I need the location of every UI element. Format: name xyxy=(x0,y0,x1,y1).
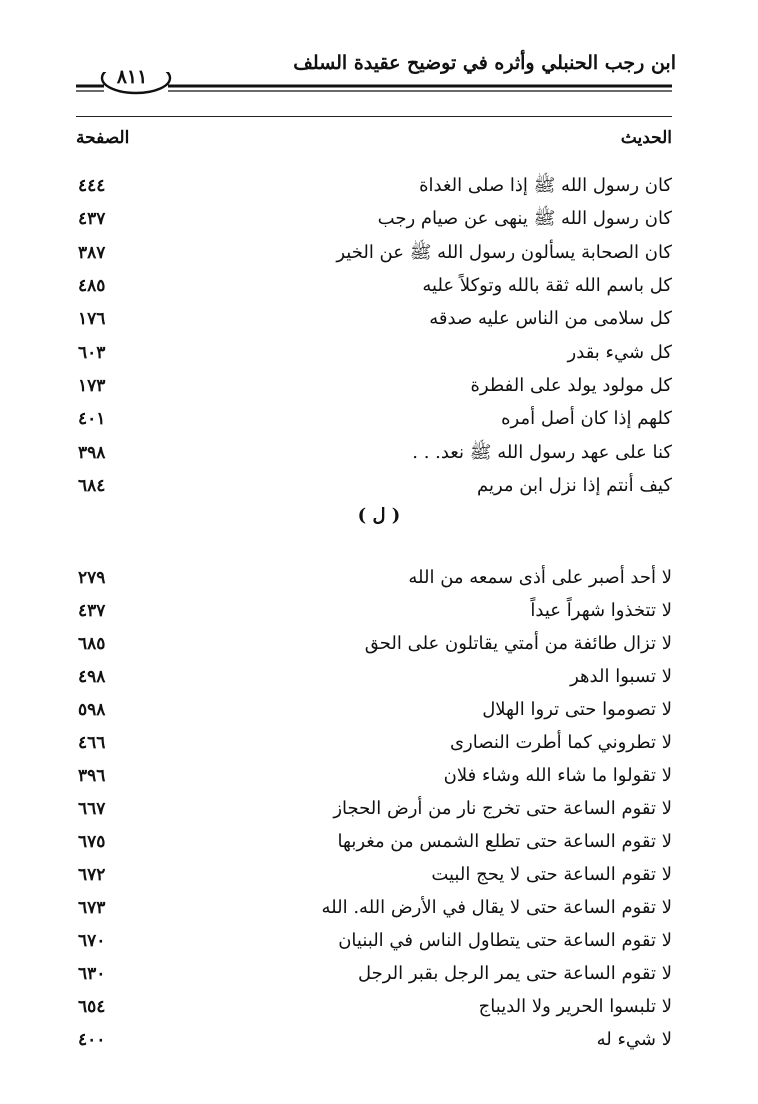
index-row xyxy=(76,694,672,726)
page-ref: ٦٧٠ xyxy=(78,931,106,951)
page-ref: ٣٩٨ xyxy=(78,443,106,463)
page-ref: ٣٩٦ xyxy=(78,766,106,786)
page-ref: ٦٧٢ xyxy=(78,865,106,885)
index-row xyxy=(76,170,672,202)
hadith-text: لا تصوموا حتى تروا الهلال xyxy=(482,699,672,720)
page-ref: ٦٨٥ xyxy=(78,634,106,654)
index-row xyxy=(76,793,672,825)
index-row xyxy=(76,925,672,957)
hadith-text: لا شيء له xyxy=(596,1029,672,1050)
index-row xyxy=(76,892,672,924)
hadith-text: كل مولود يولد على الفطرة xyxy=(470,375,672,396)
hadith-text: كيف أنتم إذا نزل ابن مريم xyxy=(477,475,672,496)
hadith-text: لا تقولوا ما شاء الله وشاء فلان xyxy=(443,765,672,786)
page-ref: ٢٧٩ xyxy=(78,568,106,588)
index-row xyxy=(76,437,672,469)
hadith-text: لا تزال طائفة من أمتي يقاتلون على الحق xyxy=(364,633,672,654)
index-row xyxy=(76,270,672,302)
hadith-text: لا تقوم الساعة حتى تطلع الشمس من مغربها xyxy=(337,831,672,852)
index-row xyxy=(76,470,672,502)
page-ref: ٦٨٤ xyxy=(78,476,106,496)
hadith-text: كان رسول الله ﷺ ينهى عن صيام رجب xyxy=(377,208,672,229)
hadith-text: كلهم إذا كان أصل أمره xyxy=(501,408,672,429)
hadith-text: كل سلامى من الناس عليه صدقه xyxy=(429,308,672,329)
index-row xyxy=(76,1024,672,1056)
page-ref: ٤٣٧ xyxy=(78,601,106,621)
hadith-text: لا تلبسوا الحرير ولا الديباج xyxy=(478,996,672,1017)
page-ref: ٦٣٠ xyxy=(78,964,106,984)
index-row xyxy=(76,303,672,335)
page-ref: ٤٨٥ xyxy=(78,276,106,296)
index-row xyxy=(76,403,672,435)
index-row xyxy=(76,991,672,1023)
page-ref: ٤٦٦ xyxy=(78,733,106,753)
index-row xyxy=(76,595,672,627)
page-ref: ٦٥٤ xyxy=(78,997,106,1017)
index-row xyxy=(76,760,672,792)
page-ref: ٤٣٧ xyxy=(78,209,106,229)
header-rule xyxy=(76,72,672,112)
page-ref: ٦٧٣ xyxy=(78,898,106,918)
index-row xyxy=(76,661,672,693)
hadith-text: كنا على عهد رسول الله ﷺ نعد. . . xyxy=(412,442,672,463)
hadith-text: كل باسم الله ثقة بالله وتوكلاً عليه xyxy=(422,275,672,296)
hadith-text: لا أحد أصبر على أذى سمعه من الله xyxy=(408,567,672,588)
page-ref: ٦٦٧ xyxy=(78,799,106,819)
index-row xyxy=(76,370,672,402)
hadith-text: لا تقوم الساعة حتى يتطاول الناس في البنيان xyxy=(338,930,672,951)
hadith-text: لا تقوم الساعة حتى تخرج نار من أرض الحجاز xyxy=(333,798,672,819)
page-ref: ٥٩٨ xyxy=(78,700,106,720)
index-row xyxy=(76,727,672,759)
hadith-text: لا تقوم الساعة حتى لا يحج البيت xyxy=(431,864,672,885)
page-ref: ٣٨٧ xyxy=(78,243,106,263)
page-ref: ٦٧٥ xyxy=(78,832,106,852)
divider-line xyxy=(76,116,672,117)
column-header-hadith: الحديث xyxy=(620,128,672,148)
page-ref: ١٧٣ xyxy=(78,376,106,396)
page-ref: ٤٠١ xyxy=(78,409,106,429)
index-row xyxy=(76,826,672,858)
index-row xyxy=(76,562,672,594)
index-row xyxy=(76,203,672,235)
hadith-text: لا تتخذوا شهراً عيداً xyxy=(530,600,672,621)
page-number: ٨١١ xyxy=(116,66,148,88)
hadith-text: كان الصحابة يسألون رسول الله ﷺ عن الخير xyxy=(336,242,672,263)
hadith-text: لا تسبوا الدهر xyxy=(570,666,672,687)
hadith-text: لا تقوم الساعة حتى يمر الرجل بقبر الرجل xyxy=(357,963,672,984)
running-title: ابن رجب الحنبلي وأثره في توضيح عقيدة السلف xyxy=(293,52,676,74)
hadith-text: كل شيء بقدر xyxy=(567,342,672,363)
index-row xyxy=(76,628,672,660)
page-ref: ٤٤٤ xyxy=(78,176,106,196)
page-ref: ٤٩٨ xyxy=(78,667,106,687)
hadith-text: لا تقوم الساعة حتى لا يقال في الأرض الله. الله xyxy=(321,897,672,918)
page-ref: ١٧٦ xyxy=(78,309,106,329)
page-ref: ٦٠٣ xyxy=(78,343,106,363)
index-row xyxy=(76,237,672,269)
column-header-page: الصفحة xyxy=(76,128,130,148)
page-ref: ٤٠٠ xyxy=(78,1030,106,1050)
index-row xyxy=(76,958,672,990)
index-row xyxy=(76,859,672,891)
index-row xyxy=(76,337,672,369)
section-heading-lam: ( ل ) xyxy=(357,505,401,526)
hadith-text: لا تطروني كما أطرت النصارى xyxy=(449,732,672,753)
hadith-text: كان رسول الله ﷺ إذا صلى الغداة xyxy=(419,175,672,196)
